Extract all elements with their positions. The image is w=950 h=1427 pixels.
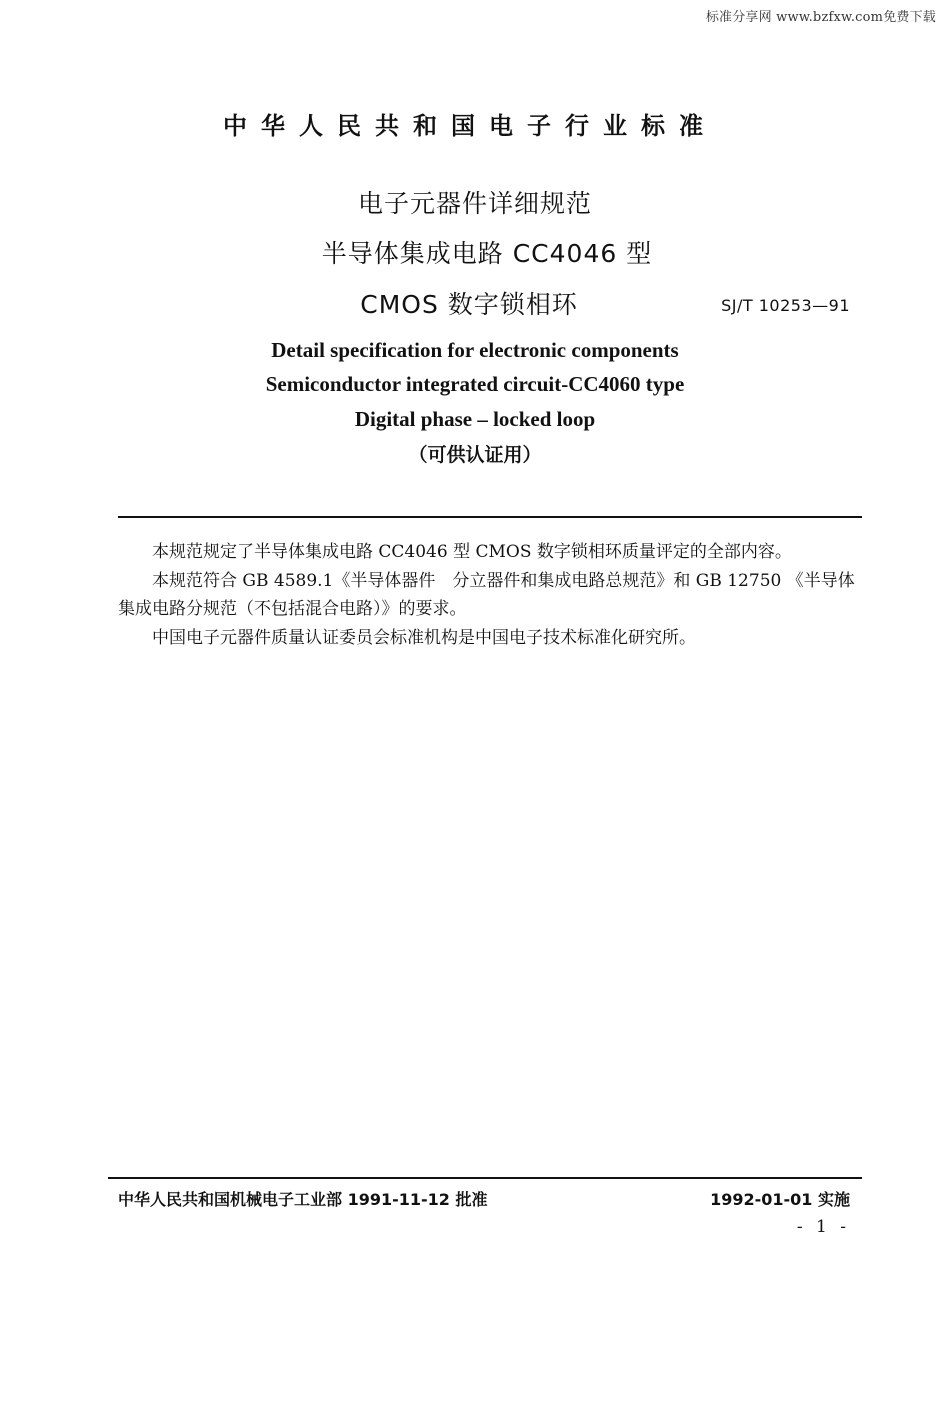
body-text (118, 538, 864, 652)
body-paragraph: 本规范符合 GB 4589.1《半导体器件 分立器件和集成电路总规范》和 GB 12750 《半导体集成电路分规范（不包括混合电路）》的要求。 (118, 570, 855, 619)
watermark-text: 标准分享网 www.bzfxw.com免费下载 (705, 10, 936, 25)
body-paragraph: 本规范规定了半导体集成电路 CC4046 型 CMOS 数字锁相环质量评定的全部内容。 (152, 542, 792, 562)
title-en-line-3: Digital phase – locked loop (354, 407, 596, 431)
title-en-line-1: Detail specification for electronic components (271, 338, 679, 362)
effective-date: 1992-01-01 实施 (710, 1190, 850, 1209)
bottom-divider (108, 1177, 862, 1179)
title-zh-line-1: 电子元器件详细规范 (357, 189, 592, 218)
title-en-line-2: Semiconductor integrated circuit-CC4060 type (265, 372, 685, 396)
page-number: - 1 - (796, 1217, 850, 1237)
title-zh-line-3: CMOS 数字锁相环 (360, 290, 578, 319)
top-divider (118, 516, 862, 518)
standard-number: SJ/T 10253—91 (721, 296, 850, 315)
approval-line: 中华人民共和国机械电子工业部 1991-11-12 批准 (118, 1190, 488, 1209)
title-zh-line-2: 半导体集成电路 CC4046 型 (321, 239, 653, 268)
body-paragraph: 中国电子元器件质量认证委员会标准机构是中国电子技术标准化研究所。 (152, 627, 696, 648)
certification-note: （可供认证用） (408, 444, 542, 466)
standard-type-heading: 中华人民共和国电子行业标准 (223, 112, 717, 140)
